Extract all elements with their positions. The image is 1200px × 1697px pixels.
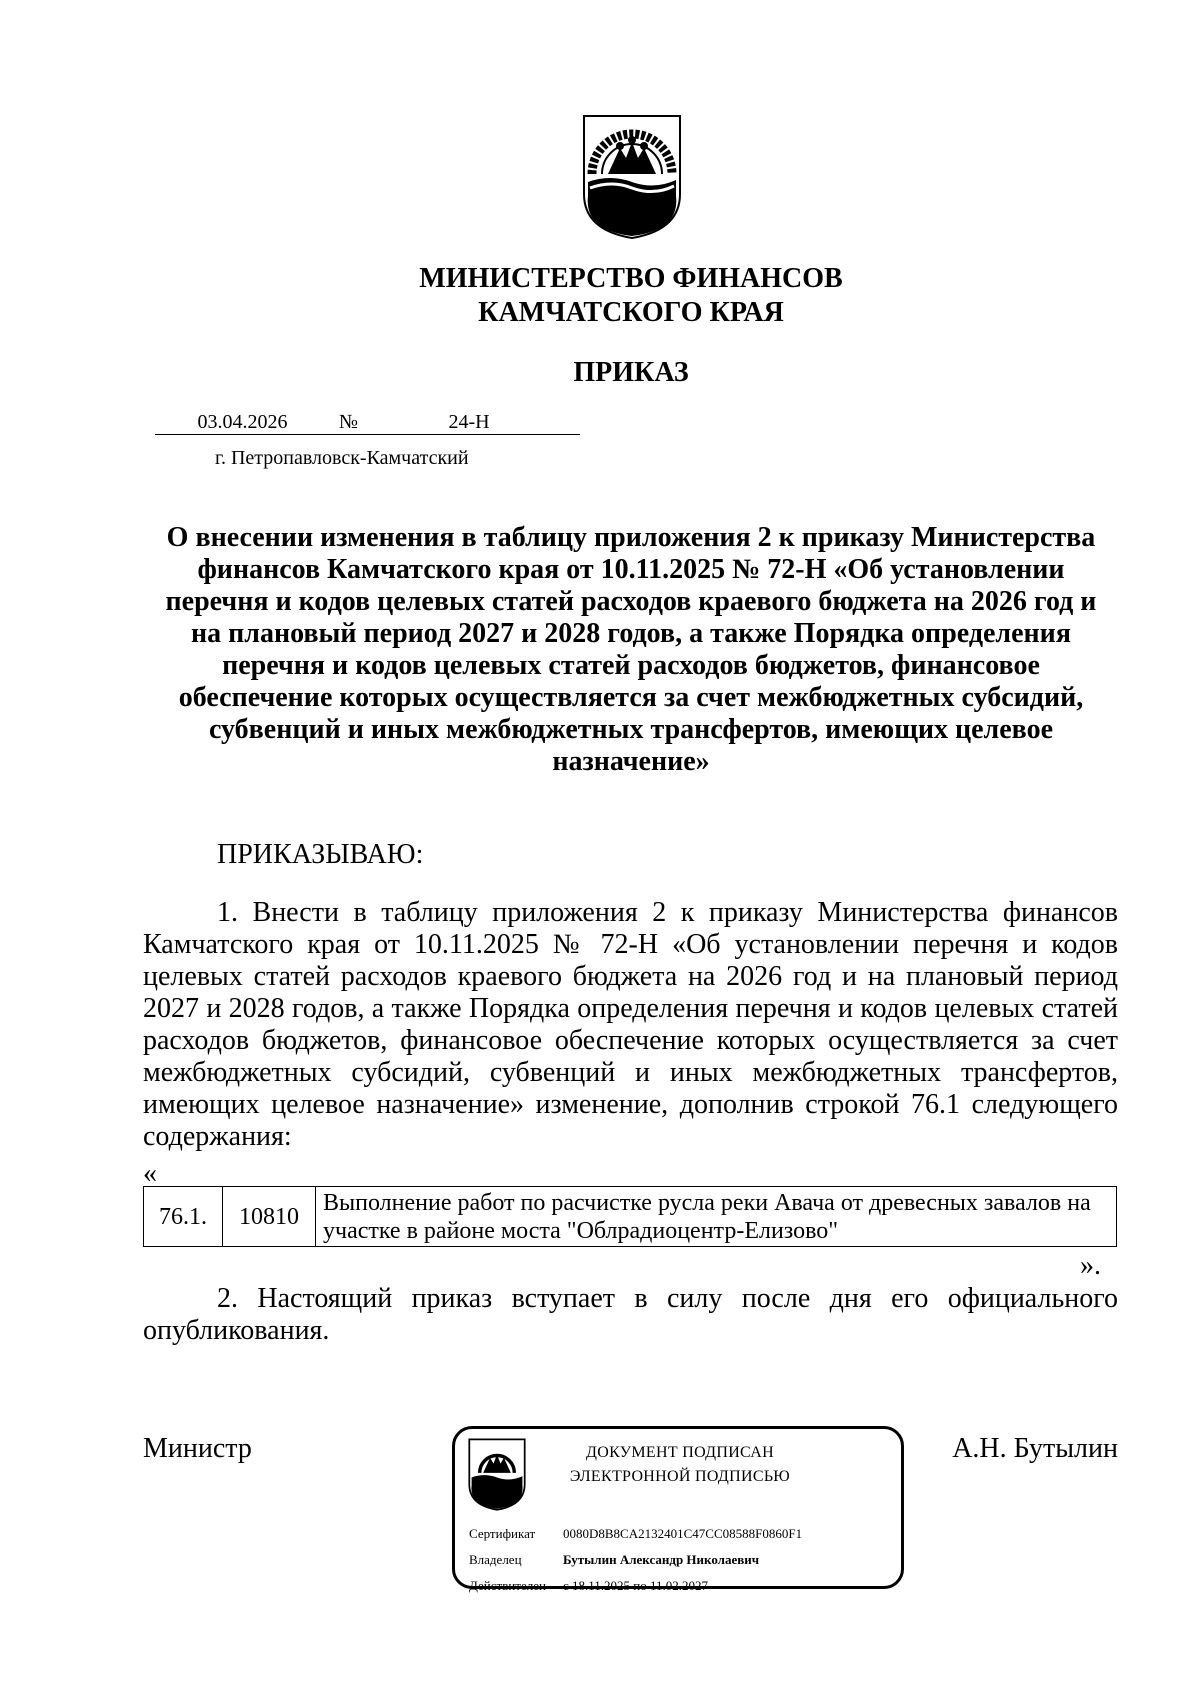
number-sign: № — [330, 410, 358, 435]
stamp-heading — [535, 1441, 825, 1489]
stamp-heading-line-1: ДОКУМЕНТ ПОДПИСАН — [586, 1444, 774, 1461]
row-number-cell: 76.1. — [144, 1187, 223, 1247]
stamp-certificate-row — [469, 1525, 802, 1543]
owner-value: Бутылин Александр Николаевич — [563, 1552, 760, 1567]
order-date: 03.04.2026 — [155, 410, 330, 435]
city-of-issue: г. Петропавловск-Камчатский — [215, 447, 469, 469]
coat-of-arms-emblem — [580, 112, 684, 240]
signer-name: А.Н. Бутылин — [952, 1433, 1118, 1464]
validity-value: с 18.11.2025 по 11.02.2027 — [563, 1578, 709, 1593]
ministry-line-2: КАМЧАТСКОГО КРАЯ — [478, 297, 784, 328]
close-quote: ». — [1080, 1250, 1101, 1281]
stamp-owner-row — [469, 1551, 759, 1569]
validity-label: Действителен — [469, 1578, 546, 1593]
table-row — [144, 1187, 1117, 1247]
stamp-validity-row — [469, 1577, 708, 1595]
ministry-name — [0, 262, 1200, 330]
signer-position: Министр — [143, 1433, 252, 1464]
order-keyword: ПРИКАЗЫВАЮ: — [217, 839, 424, 870]
certificate-value: 0080D8B8CA2132401C47CC08588F0860F1 — [563, 1526, 803, 1541]
open-quote: « — [143, 1158, 157, 1189]
inserted-row-table — [143, 1186, 1117, 1247]
certificate-label: Сертификат — [469, 1526, 536, 1541]
electronic-signature-stamp — [452, 1426, 904, 1593]
document-type: ПРИКАЗ — [573, 357, 689, 388]
paragraph-1: 1. Внести в таблицу приложения 2 к приказу Министерства финансов Камчатского края от 10.11.2025 № 72-Н «Об установлении перечня и кодов целевых статей расходов краевого бюджета на 2026 год и на плановый период 2027 и 2028 годов, а также Порядка определения перечня и кодов целевых статей расходов бюджетов, финансовое обеспечение которых осуществляется за счет межбюджетных субсидий, субвенций и иных межбюджетных трансфертов, имеющих целевое назначение» изменение, дополнив строкой 76.1 следующего содержания: — [143, 897, 1118, 1152]
stamp-emblem-icon — [467, 1437, 527, 1511]
description-cell: Выполнение работ по расчистке русла реки Авача от древесных завалов на участке в районе моста "Облрадиоцентр-Елизово" — [316, 1187, 1117, 1247]
ministry-line-1: МИНИСТЕРСТВО ФИНАНСОВ — [419, 263, 843, 294]
paragraph-2: 2. Настоящий приказ вступает в силу после дня его официального опубликования. — [143, 1283, 1118, 1346]
order-number: 24-Н — [358, 410, 580, 435]
owner-label: Владелец — [469, 1552, 522, 1567]
stamp-heading-line-2: ЭЛЕКТРОННОЙ ПОДПИСЬЮ — [569, 1468, 791, 1485]
order-subject: О внесении изменения в таблицу приложения 2 к приказу Министерства финансов Камчатского края от 10.11.2025 № 72-Н «Об установлении перечня и кодов целевых статей расходов краевого бюджета на 2026 год и на плановый период 2027 и 2028 годов, а также Порядка определения перечня и кодов целевых статей расходов бюджетов, финансовое обеспечение которых осуществляется за счет межбюджетных субсидий, субвенций и иных межбюджетных трансфертов, имеющих целевое назначение» — [165, 522, 1097, 777]
code-cell: 10810 — [223, 1187, 316, 1247]
